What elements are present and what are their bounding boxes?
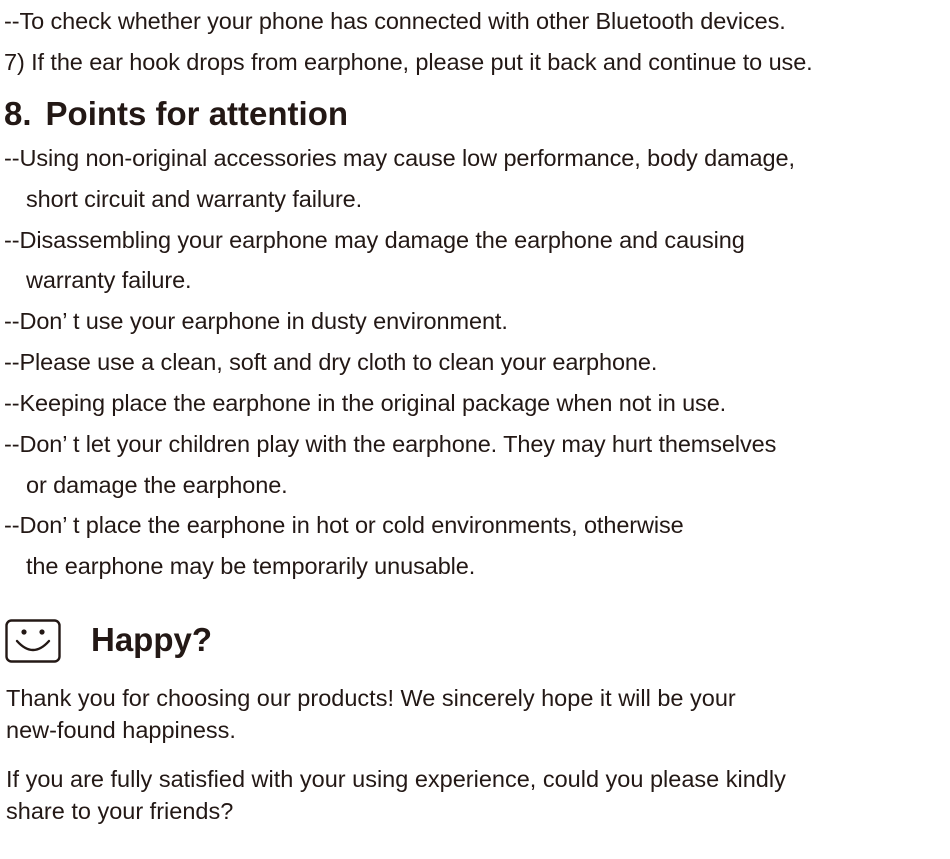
bluetooth-check-line: --To check whether your phone has connected with other Bluetooth devices. xyxy=(4,8,786,34)
section-number: 8. xyxy=(4,95,32,132)
attention-item-3: --Don’ t use your earphone in dusty environment. xyxy=(4,308,508,334)
attention-item-6: --Don’ t let your children play with the earphone. They may hurt themselves xyxy=(4,431,777,457)
attention-item-1: --Using non-original accessories may cause low performance, body damage, xyxy=(4,145,795,171)
attention-item-2-cont: warranty failure. xyxy=(26,267,192,293)
attention-item-1-cont: short circuit and warranty failure. xyxy=(26,186,363,212)
share-line-1: If you are fully satisfied with your using experience, could you please kindly xyxy=(6,766,786,792)
thank-you-line-2: new-found happiness. xyxy=(6,717,236,743)
attention-item-4: --Please use a clean, soft and dry cloth to clean your earphone. xyxy=(4,349,658,375)
share-line-2: share to your friends? xyxy=(6,798,234,824)
attention-item-5: --Keeping place the earphone in the original package when not in use. xyxy=(4,390,727,416)
item-7-ear-hook: 7) If the ear hook drops from earphone, please put it back and continue to use. xyxy=(4,49,813,75)
section-8-heading xyxy=(4,94,348,134)
smiley-face-icon xyxy=(5,619,61,663)
attention-item-7-cont: the earphone may be temporarily unusable. xyxy=(26,553,476,579)
thank-you-line-1: Thank you for choosing our products! We sincerely hope it will be your xyxy=(6,685,736,711)
attention-item-6-cont: or damage the earphone. xyxy=(26,472,288,498)
attention-item-2: --Disassembling your earphone may damage the earphone and causing xyxy=(4,227,745,253)
section-title: Points for attention xyxy=(45,95,349,132)
attention-item-7: --Don’ t place the earphone in hot or cold environments, otherwise xyxy=(4,512,684,538)
happy-heading: Happy? xyxy=(91,621,213,658)
